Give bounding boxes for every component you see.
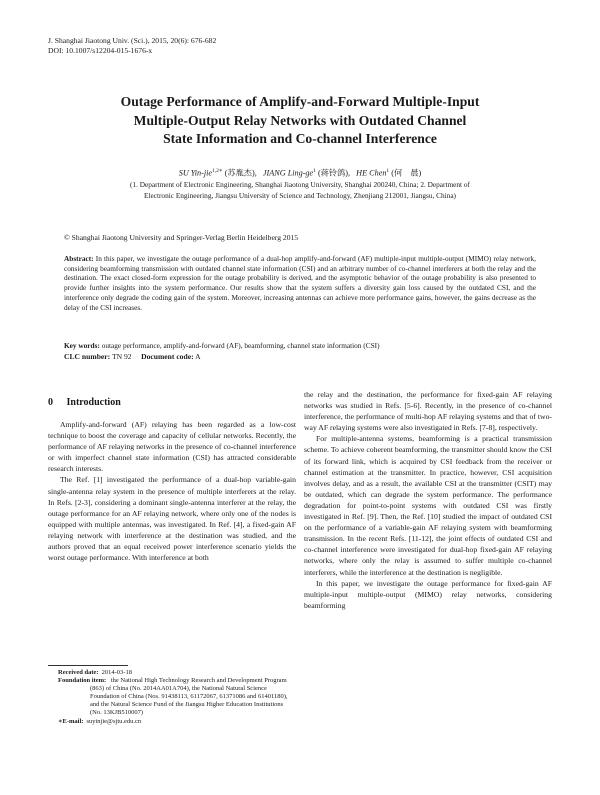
author-name: SU Yin-jie — [178, 168, 213, 178]
keywords-text: outage performance, amplify-and-forward (AF), beamforming, channel state information (CSI) — [101, 341, 380, 350]
foundation-item — [58, 677, 296, 717]
author-chinese-name: (蒋铃鸽) — [317, 168, 348, 178]
author-superscript: 1,2∗ — [212, 168, 223, 174]
clc-value: TN 92 — [111, 352, 132, 361]
received-label: Received date: — [58, 669, 99, 676]
affiliation-line: (1. Department of Electronic Engineering, Shanghai Jiaotong University, Shanghai 200240, China; 2. Department of — [130, 180, 470, 189]
foundation-text: the National High Technology Research and Development Program (863) of China (No. 2014AA01A704), the National Natural Science Foundation of China (Nos. 91438113, 61172067, 61371086 and 61401180), and the Natural Science Fund of the Jiangsu Higher Education Institutions (No. 13KJB510007) — [90, 677, 288, 717]
clc-label: CLC number: — [64, 352, 111, 361]
classification — [64, 352, 201, 362]
email-row — [58, 718, 296, 726]
journal-citation: J. Shanghai Jiaotong Univ. (Sci.), 2015, 20(6): 676-682 — [48, 36, 217, 45]
section-heading — [48, 397, 121, 408]
author-superscript: 1 — [313, 168, 316, 174]
section-title: Introduction — [66, 397, 121, 408]
paper-title — [40, 93, 560, 149]
paragraph: Amplify-and-forward (AF) relaying has been regarded as a low-cost technique to boost the coverage and capacity of cellular networks. Recently, the performance of AF relaying networks in the presence of co-channel interference or with imperfect channel state information (CSI) has attracted considerable research interests. — [48, 420, 296, 474]
footnote — [58, 669, 296, 726]
affiliations — [48, 180, 552, 201]
email-address[interactable]: suyinjie@sjtu.edu.cn — [86, 717, 142, 725]
abstract-text: In this paper, we investigate the outage performance of a dual-hop amplify-and-forward (AF) multiple-input multiple-output (MIMO) relay network, considering beamforming transmission with outdated channel state information (CSI) and an arbitrary number of co-channel interferers at both the relay and the destination. The exact closed-form expression for the outage probability is derived, and the asymptotic behavior of the outage probability is also presented to provide further insights into the system performance. Our results show that the system suffers a diversity gain loss caused by the outdated CSI, and the interference only degrade the coding gain of the system. Moreover, increasing antennas can achieve more performance gains, however, the gains decrease as the delay of the CSI increases. — [64, 254, 536, 312]
document-code-value: A — [195, 352, 201, 361]
footnote-rule — [48, 665, 128, 666]
author-name: JIANG Ling-ge — [262, 168, 314, 178]
title-line: Outage Performance of Amplify-and-Forward Multiple-Input — [120, 94, 480, 109]
abstract — [64, 254, 536, 312]
email-label: ∗E-mail: — [58, 717, 84, 725]
keywords — [64, 341, 536, 351]
paragraph: The Ref. [1] investigated the performance of a dual-hop variable-gain single-antenna relay system in the presence of multiple interferers at the relay. In Refs. [2-3], considering a dominant single-antenna interferer at the relay, the outage performance for an AF relaying network, where only one of the nodes is equipped with multiple antennas, was investigated. In Ref. [4], a fixed-gain AF relaying network with interference at the destination was studied, and the authors proved that an equal received power interference scenario yields the worst outage performance. With interference at both — [48, 475, 296, 563]
copyright-notice: © Shanghai Jiaotong University and Springer-Verlag Berlin Heidelberg 2015 — [64, 233, 299, 242]
doi: DOI: 10.1007/s12204-015-1676-x — [48, 46, 153, 55]
author-name: HE Chen — [356, 168, 387, 178]
running-header — [48, 36, 216, 56]
section-number: 0 — [48, 397, 53, 408]
left-column — [48, 419, 296, 563]
paragraph: For multiple-antenna systems, beamforming is a practical transmission scheme. To achieve coherent beamforming, the transmitter should know the CSI of its forward link, which is acquired by CSI feedback from the receiver or channel estimation at the transmitter. In practice, however, CSI acquisition involves delay, and as a result, the available CSI at the transmitter (CSIT) may be outdated, which can degrade the system performance. The performance degradation for point-to-point systems with outdated CSI was firstly investigated in Ref. [9]. Then, the Ref. [10] studied the impact of outdated CSI on the performance of a variable-gain AF relaying system with beamforming transmission. In the recent Refs. [11-12], the joint effects of outdated CSI and co-channel interference were investigated for dual-hop fixed-gain AF relaying networks, where only the relay is assumed to suffer multiple co-channel interferers, while the interference at the destination is negligible. — [304, 434, 552, 577]
foundation-label: Foundation item: — [58, 677, 107, 685]
author-list: SU Yin-jie$^{1,2∗}$ (苏胤杰), JIANG Ling-$ge^1$ (蒋铃鸽), HE Chen$^1$ (何 晨) — [178, 168, 422, 178]
affiliation-line: Electronic Engineering, Jiangsu University of Science and Technology, Zhenjiang 212001, Jiangsu, China) — [144, 190, 456, 200]
title-line: State Information and Co-channel Interference — [163, 131, 437, 146]
author-superscript: 1 — [386, 168, 390, 174]
document-code-label: Document code: — [141, 352, 194, 361]
paragraph: the relay and the destination, the performance for fixed-gain AF relaying networks was studied in Refs. [5-6]. Recently, in the presence of co-channel interference, the performance of multi-hop AF relaying systems and that of two-way AF relaying systems were also investigated in Refs. [7-8], respectively. — [304, 390, 552, 433]
paragraph: In this paper, we investigate the outage performance for fixed-gain AF multiple-input multiple-output (MIMO) relay networks, considering beamforming — [304, 578, 552, 610]
abstract-label: Abstract: — [64, 254, 94, 263]
received-value: 2014-03-18 — [101, 669, 132, 676]
received-date — [58, 669, 296, 677]
title-line: Multiple-Output Relay Networks with Outdated Channel — [133, 112, 467, 128]
author-chinese-name: (苏胤杰) — [224, 168, 255, 178]
keywords-label: Key words: — [64, 341, 100, 350]
right-column — [304, 389, 552, 611]
author-chinese-name: (何 晨) — [391, 168, 422, 178]
